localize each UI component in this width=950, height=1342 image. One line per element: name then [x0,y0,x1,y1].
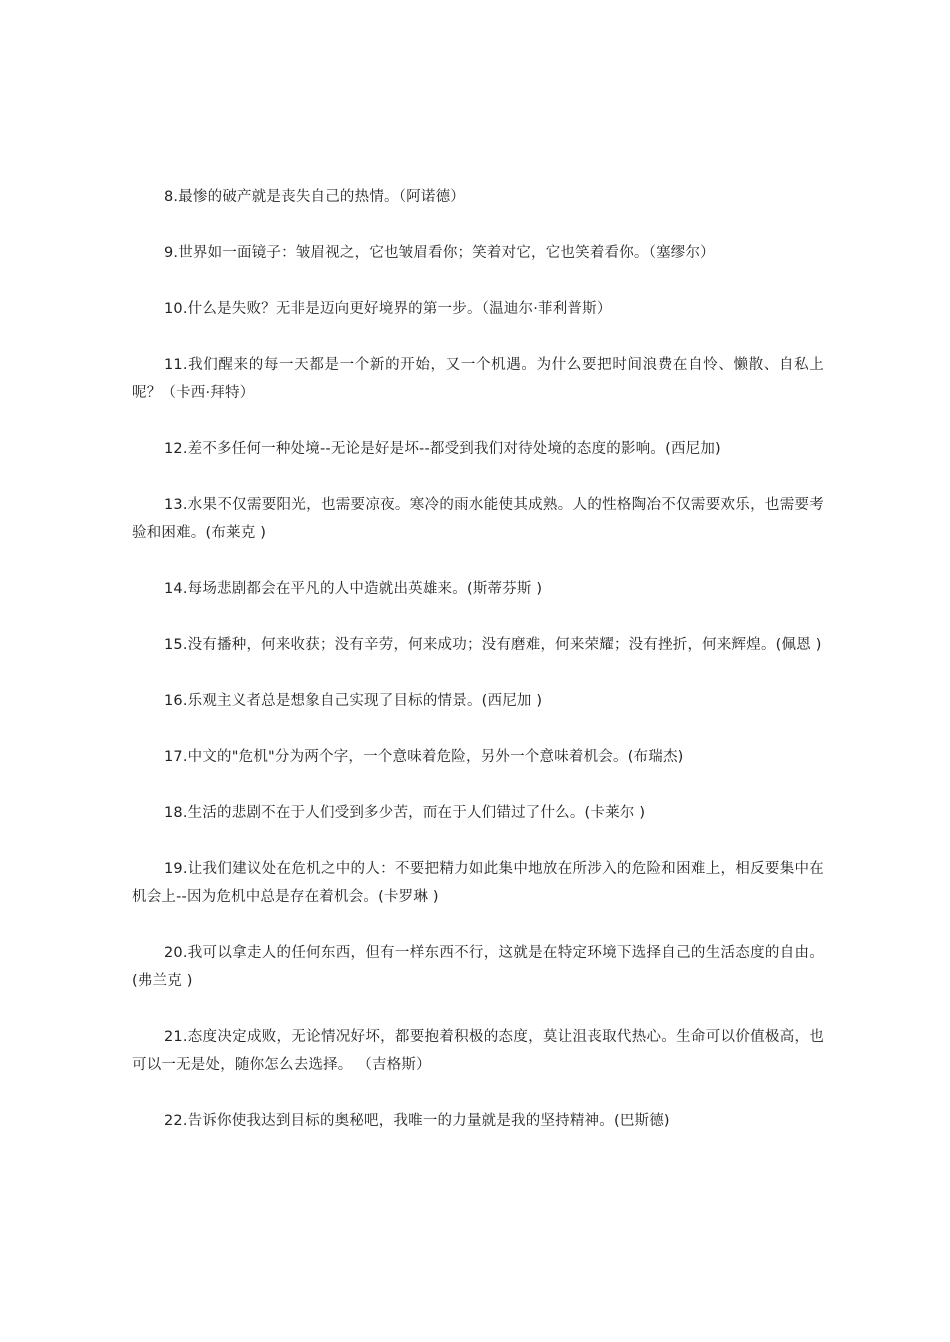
quote-10: 10.什么是失败？无非是迈向更好境界的第一步。（温迪尔·菲利普斯） [164,301,612,317]
quote-18: 18.生活的悲剧不在于人们受到多少苦，而在于人们错过了什么。(卡莱尔 ) [164,805,646,821]
quote-11: 11.我们醒来的每一天都是一个新的开始，又一个机遇。为什么要把时间浪费在自怜、懒散、自私上呢？（卡西·拜特） [132,357,824,401]
quote-14: 14.每场悲剧都会在平凡的人中造就出英雄来。(斯蒂芬斯 ) [164,581,543,597]
quote-8: 8.最惨的破产就是丧失自己的热情。（阿诺德） [164,189,465,205]
quote-12: 12.差不多任何一种处境--无论是好是坏--都受到我们对待处境的态度的影响。(西尼加) [164,441,721,457]
quote-list [132,183,824,1163]
quote-16: 16.乐观主义者总是想象自己实现了目标的情景。(西尼加 ) [164,693,543,709]
quote-17: 17.中文的"危机"分为两个字，一个意味着危险，另外一个意味着机会。(布瑞杰) [164,749,684,765]
quote-21: 21.态度决定成败，无论情况好坏，都要抱着积极的态度，莫让沮丧取代热心。生命可以价值极高，也可以一无是处，随你怎么去选择。 （吉格斯） [132,1029,824,1073]
quote-20: 20.我可以拿走人的任何东西，但有一样东西不行，这就是在特定环境下选择自己的生活态度的自由。(弗兰克 ) [132,945,824,989]
quote-15: 15.没有播种，何来收获；没有辛劳，何来成功；没有磨难，何来荣耀；没有挫折，何来辉煌。(佩恩 ) [164,637,822,653]
quote-9: 9.世界如一面镜子：皱眉视之，它也皱眉看你；笑着对它，它也笑着看你。（塞缪尔） [164,245,715,261]
quote-13: 13.水果不仅需要阳光，也需要凉夜。寒冷的雨水能使其成熟。人的性格陶冶不仅需要欢乐，也需要考验和困难。(布莱克 ) [132,497,824,541]
quote-22: 22.告诉你使我达到目标的奥秘吧，我唯一的力量就是我的坚持精神。(巴斯德) [164,1113,670,1129]
quote-19: 19.让我们建议处在危机之中的人：不要把精力如此集中地放在所涉入的危险和困难上，相反要集中在机会上--因为危机中总是存在着机会。(卡罗琳 ) [132,861,824,905]
